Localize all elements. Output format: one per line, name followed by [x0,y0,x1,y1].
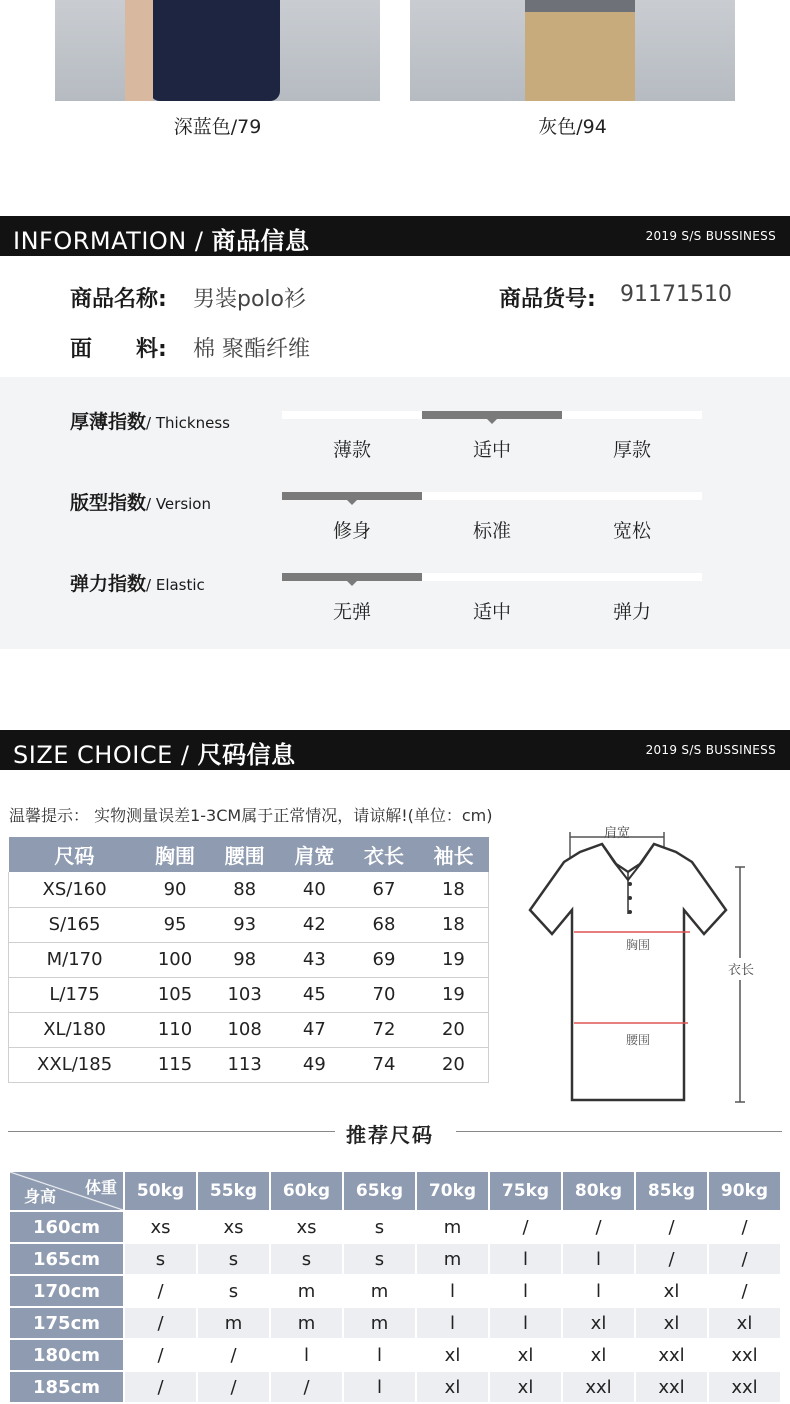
recommend-cell: l [417,1276,488,1306]
size-table-cell: 49 [280,1047,350,1082]
index-title [70,407,230,434]
size-table-row [9,942,489,977]
recommend-cell: / [125,1276,196,1306]
gray-shirt-image [525,0,635,12]
index-title-cn: 厚薄指数 [70,411,147,433]
height-header: 180cm [10,1340,123,1370]
recommend-cell: l [563,1244,634,1274]
recommend-row [10,1340,780,1370]
shoulder-label: 肩宽 [603,826,631,841]
size-table-cell: 103 [210,977,280,1012]
shirt-button [628,896,632,900]
recommend-cell: / [125,1372,196,1402]
size-table-cell: 72 [349,1012,419,1047]
recommend-cell: / [636,1244,707,1274]
fabric-label: 面 料: [70,337,167,362]
index-slider-marker [422,411,562,419]
recommend-cell: s [271,1244,342,1274]
size-table-cell: 69 [349,942,419,977]
size-table-cell: 105 [140,977,210,1012]
weight-header: 70kg [417,1172,488,1210]
recommend-cell: / [709,1244,780,1274]
size-table-cell: 67 [349,872,419,907]
size-table-header: 尺码 [9,837,141,872]
recommend-cell: s [198,1244,269,1274]
size-table-cell: 40 [280,872,350,907]
size-table-cell: 70 [349,977,419,1012]
height-header: 160cm [10,1212,123,1242]
size-table-cell: XL/180 [9,1012,141,1047]
measurement-note: 温馨提示： 实物测量误差1-3CM属于正常情况，请谅解!(单位：cm) [9,806,493,825]
shirt-button [628,882,632,886]
recommend-cell: xl [636,1308,707,1338]
size-table-header: 衣长 [349,837,419,872]
recommend-cell: / [709,1276,780,1306]
recommend-row [10,1212,780,1242]
weight-header: 55kg [198,1172,269,1210]
size-table-cell: 47 [280,1012,350,1047]
size-table-cell: 19 [419,942,489,977]
recommend-cell: xs [198,1212,269,1242]
recommend-cell: l [344,1372,415,1402]
index-option[interactable]: 适中 [472,601,511,623]
product-name-label: 商品名称: [70,287,167,312]
season-tag: 2019 S/S BUSSINESS [645,743,776,757]
recommend-cell: xl [417,1340,488,1370]
size-table-cell: 45 [280,977,350,1012]
recommend-cell: / [198,1372,269,1402]
size-table-row [9,1047,489,1082]
recommend-cell: / [125,1308,196,1338]
size-table-cell: 74 [349,1047,419,1082]
size-table-cell: 113 [210,1047,280,1082]
recommend-cell: l [344,1340,415,1370]
recommend-cell: l [490,1276,561,1306]
information-title [13,221,310,256]
product-photo-gray[interactable] [410,0,735,101]
recommend-cell: m [198,1308,269,1338]
recommend-cell: m [271,1308,342,1338]
recommend-cell: m [344,1276,415,1306]
height-header: 170cm [10,1276,123,1306]
size-table-cell: 100 [140,942,210,977]
size-table-cell: 95 [140,907,210,942]
season-tag: 2019 S/S BUSSINESS [645,229,776,243]
recommend-cell: xl [709,1308,780,1338]
recommend-cell: xxl [636,1372,707,1402]
size-choice-title-cn: 尺码信息 [197,741,296,769]
shirt-measurement-diagram [522,822,772,1112]
recommend-cell: xxl [636,1340,707,1370]
recommend-cell: xl [563,1340,634,1370]
divider-line-left [8,1131,335,1132]
size-choice-title [13,735,296,770]
recommend-cell: xxl [709,1372,780,1402]
size-table [8,837,489,1083]
recommend-cell: xxl [563,1372,634,1402]
weight-header: 90kg [709,1172,780,1210]
weight-header: 75kg [490,1172,561,1210]
size-table-cell: 93 [210,907,280,942]
photo-caption-gray: 灰色/94 [538,116,607,138]
size-table-cell: 43 [280,942,350,977]
product-sku-value: 91171510 [620,282,732,307]
recommend-cell: l [417,1308,488,1338]
size-table-cell: 88 [210,872,280,907]
size-table-header: 袖长 [419,837,489,872]
weight-header: 65kg [344,1172,415,1210]
size-table-cell: 90 [140,872,210,907]
khaki-pants-image [525,0,635,101]
size-table-cell: 115 [140,1047,210,1082]
recommend-cell: / [490,1212,561,1242]
marker-pointer-icon [347,500,357,505]
recommend-cell: xl [490,1340,561,1370]
recommend-cell: xl [563,1308,634,1338]
index-option[interactable]: 无弹 [332,601,371,623]
shirt-button [628,910,632,914]
index-option[interactable]: 宽松 [612,520,651,542]
marker-pointer-icon [487,419,497,424]
recommend-cell: xs [125,1212,196,1242]
recommend-title: 推荐尺码 [346,1123,434,1147]
index-option[interactable]: 厚款 [612,439,651,461]
weight-corner-label: 体重 [84,1178,117,1197]
recommend-row [10,1244,780,1274]
size-table-row [9,872,489,907]
index-option[interactable]: 薄款 [332,439,371,461]
recommend-cell: m [417,1212,488,1242]
recommend-cell: / [636,1212,707,1242]
recommend-cell: l [563,1276,634,1306]
recommend-row [10,1372,780,1402]
photo-caption-navy: 深蓝色/79 [173,116,262,138]
recommend-cell: xxl [709,1340,780,1370]
fabric-value: 棉 聚酯纤维 [193,337,310,362]
index-slider-track[interactable] [282,573,702,581]
recommend-cell: m [417,1244,488,1274]
chest-label: 胸围 [625,938,651,952]
product-name-value: 男装polo衫 [193,287,306,312]
product-photo-navy[interactable] [55,0,380,101]
length-label: 衣长 [727,963,755,978]
recommend-cell: / [709,1212,780,1242]
recommend-cell: m [344,1308,415,1338]
recommend-cell: s [198,1276,269,1306]
index-title [70,488,211,515]
index-title-cn: 弹力指数 [70,573,147,595]
recommend-cell: l [490,1308,561,1338]
index-option[interactable]: 修身 [332,520,371,542]
recommend-cell: s [344,1244,415,1274]
product-sku-label: 商品货号: [499,287,596,312]
information-title-cn: 商品信息 [211,227,310,255]
arm-image [125,0,153,101]
index-slider-marker [282,492,422,500]
size-table-header: 腰围 [210,837,280,872]
size-table-header: 胸围 [140,837,210,872]
weight-header: 85kg [636,1172,707,1210]
size-choice-title-en: SIZE CHOICE / [13,741,190,769]
recommend-cell: xl [490,1372,561,1402]
size-table-row [9,907,489,942]
recommend-row [10,1308,780,1338]
recommend-cell: / [271,1372,342,1402]
weight-header: 50kg [125,1172,196,1210]
index-option[interactable]: 适中 [472,439,511,461]
marker-pointer-icon [347,581,357,586]
size-table-header: 肩宽 [280,837,350,872]
size-table-cell: 42 [280,907,350,942]
index-slider-track[interactable] [282,411,702,419]
size-table-cell: 19 [419,977,489,1012]
height-corner-label: 身高 [24,1187,57,1206]
information-title-en: INFORMATION / [13,227,204,255]
recommend-row [10,1276,780,1306]
index-option[interactable]: 标准 [472,520,511,542]
recommend-cell: / [198,1340,269,1370]
index-title-cn: 版型指数 [70,492,147,514]
corner-header [10,1172,123,1210]
size-table-cell: L/175 [9,977,141,1012]
index-slider-marker [282,573,422,581]
weight-header: 80kg [563,1172,634,1210]
size-table-cell: 68 [349,907,419,942]
recommend-cell: xl [636,1276,707,1306]
recommend-size-table [8,1170,782,1404]
weight-header: 60kg [271,1172,342,1210]
index-slider-track[interactable] [282,492,702,500]
size-choice-header-bar [0,730,790,770]
size-table-cell: 20 [419,1012,489,1047]
height-header: 185cm [10,1372,123,1402]
height-header: 165cm [10,1244,123,1274]
index-title-en: / Version [146,495,211,513]
recommend-cell: / [563,1212,634,1242]
waist-label: 腰围 [625,1033,651,1047]
size-table-row [9,977,489,1012]
recommend-cell: s [344,1212,415,1242]
size-table-cell: 108 [210,1012,280,1047]
height-header: 175cm [10,1308,123,1338]
size-table-cell: S/165 [9,907,141,942]
recommend-cell: / [125,1340,196,1370]
size-table-cell: M/170 [9,942,141,977]
navy-shirt-image [150,0,280,101]
recommend-cell: s [125,1244,196,1274]
size-table-cell: 98 [210,942,280,977]
index-title-en: / Elastic [146,576,205,594]
recommend-cell: l [271,1340,342,1370]
size-table-cell: 18 [419,907,489,942]
size-table-cell: XS/160 [9,872,141,907]
information-header-bar [0,216,790,256]
recommend-cell: xl [417,1372,488,1402]
size-table-row [9,1012,489,1047]
index-title [70,569,205,596]
recommend-cell: xs [271,1212,342,1242]
recommend-cell: l [490,1244,561,1274]
index-title-en: / Thickness [146,414,230,432]
recommend-cell: m [271,1276,342,1306]
size-table-cell: 110 [140,1012,210,1047]
size-table-cell: XXL/185 [9,1047,141,1082]
index-option[interactable]: 弹力 [612,601,651,623]
size-table-cell: 20 [419,1047,489,1082]
size-table-cell: 18 [419,872,489,907]
divider-line-right [456,1131,782,1132]
